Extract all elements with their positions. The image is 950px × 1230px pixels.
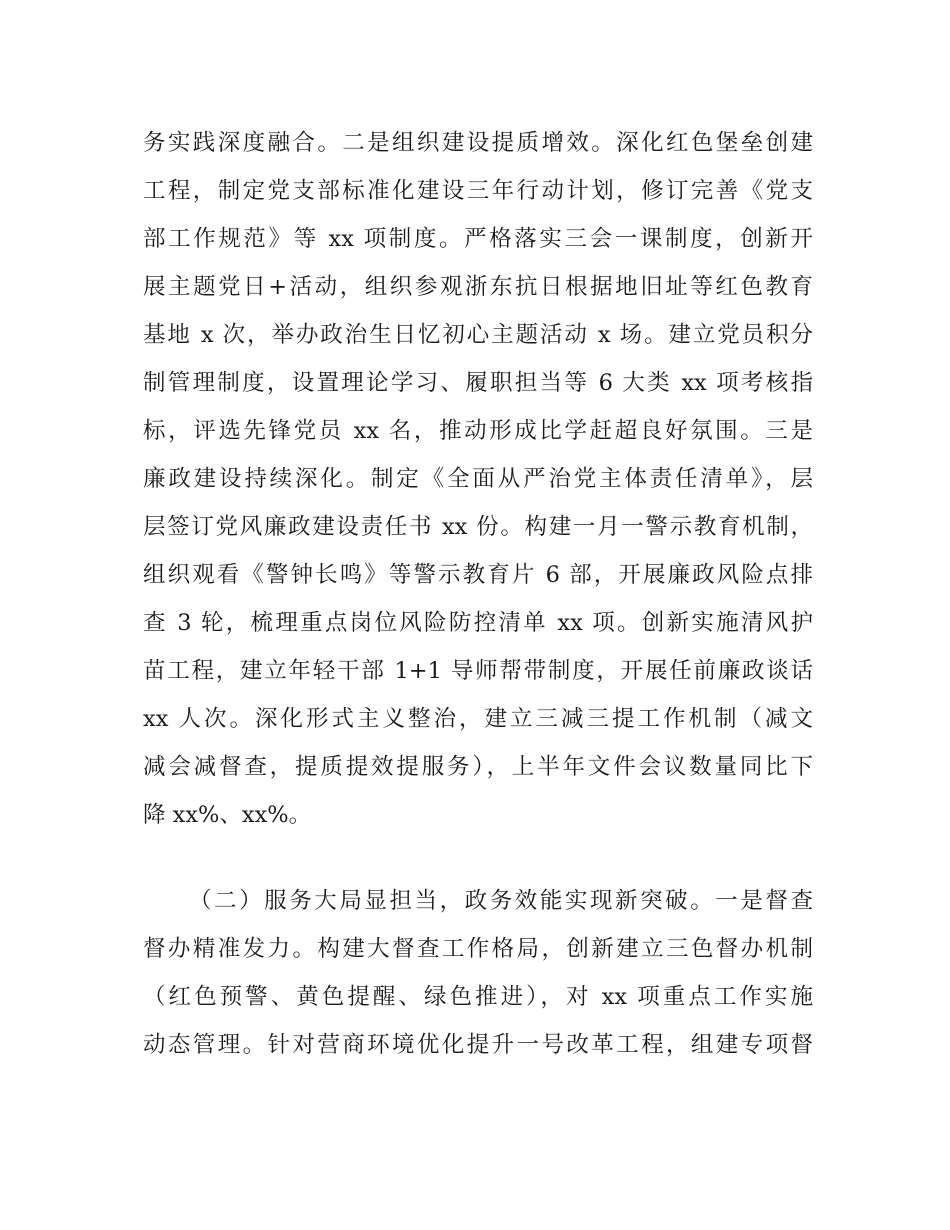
- text-line: 降 xx%、xx%。: [143, 802, 312, 828]
- text-line: 部工作规范》等 xx 项制度。严格落实三会一课制度，创新开: [143, 226, 813, 252]
- text-line: 动态管理。针对营商环境优化提升一号改革工程，组建专项督: [143, 1032, 813, 1058]
- text-line: 查 3 轮，梳理重点岗位风险防控清单 xx 项。创新实施清风护: [143, 610, 813, 636]
- text-line: 督办精准发力。构建大督查工作格局，创新建立三色督办机制: [143, 936, 813, 962]
- text-line: xx 人次。深化形式主义整治，建立三减三提工作机制（减文: [143, 706, 813, 732]
- text-line: 基地 x 次，举办政治生日忆初心主题活动 x 场。建立党员积分: [143, 322, 813, 348]
- text-line: 展主题党日+活动，组织参观浙东抗日根据地旧址等红色教育: [143, 274, 813, 300]
- text-line: 层签订党风廉政建设责任书 xx 份。构建一月一警示教育机制，: [143, 514, 813, 540]
- paragraph-service-overall: [143, 877, 813, 1069]
- text-line: 组织观看《警钟长鸣》等警示教育片 6 部，开展廉政风险点排: [143, 562, 813, 588]
- section-heading-line: （二）服务大局显担当，政务效能实现新突破。一是督查: [189, 888, 813, 914]
- paragraph-party-building: [143, 119, 813, 839]
- text-line: （红色预警、黄色提醒、绿色推进），对 xx 项重点工作实施: [143, 984, 813, 1010]
- text-line: 减会减督查，提质提效提服务），上半年文件会议数量同比下: [143, 754, 813, 780]
- text-line: 廉政建设持续深化。制定《全面从严治党主体责任清单》，层: [143, 466, 813, 492]
- text-line: 务实践深度融合。二是组织建设提质增效。深化红色堡垒创建: [143, 130, 813, 156]
- text-line: 工程，制定党支部标准化建设三年行动计划，修订完善《党支: [143, 178, 813, 204]
- text-line: 苗工程，建立年轻干部 1+1 导师帮带制度，开展任前廉政谈话: [143, 658, 813, 684]
- text-line: 制管理制度，设置理论学习、履职担当等 6 大类 xx 项考核指: [143, 370, 813, 396]
- text-line: 标，评选先锋党员 xx 名，推动形成比学赶超良好氛围。三是: [143, 418, 813, 444]
